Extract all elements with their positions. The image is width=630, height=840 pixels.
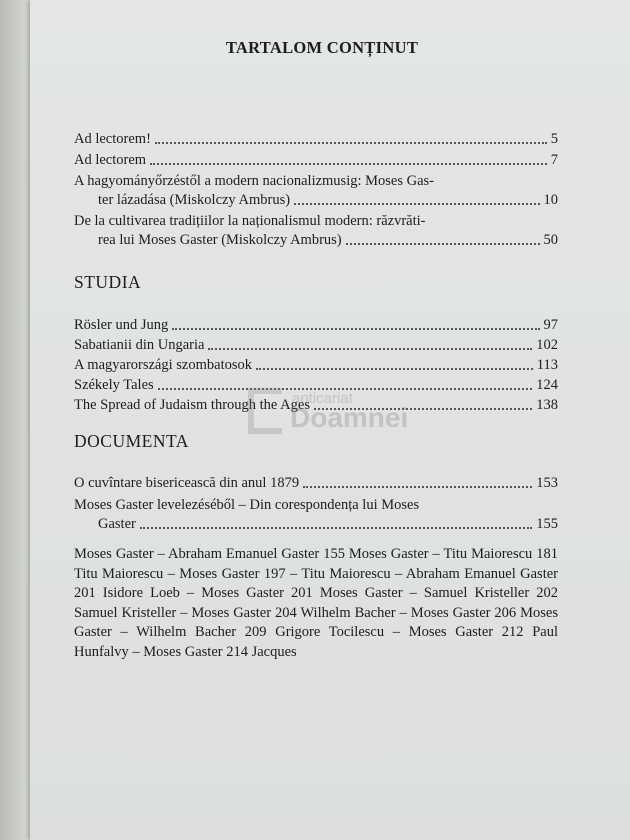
book-spine-shadow bbox=[0, 0, 30, 840]
dot-leader bbox=[140, 527, 532, 529]
dot-leader bbox=[172, 328, 539, 330]
section-heading-documenta: DOCUMENTA bbox=[74, 431, 189, 451]
dot-leader bbox=[208, 348, 532, 350]
dot-leader bbox=[303, 486, 532, 488]
toc-intro-list bbox=[74, 130, 558, 250]
correspondence-list: Moses Gaster – Abraham Emanuel Gaster 155 Moses Gaster – Titu Maiorescu 181 Titu Maiorescu – Moses Gaster 197 – Titu Maiorescu – Abraham Emanuel Gaster 201 Isidore Loeb – Moses Gaster 201 Moses Gaster – Samuel Kristeller 202 Samuel Kristeller – Moses Gaster 204 Wilhelm Bacher – Moses Gaster 206 Moses Gaster – Wilhelm Bacher 209 Grigore Tocilescu – Moses Gaster 212 Paul Hunfalvy – Moses Gaster 214 Jacques bbox=[74, 546, 558, 660]
toc-entry bbox=[74, 172, 558, 210]
toc-entry bbox=[74, 151, 558, 170]
toc-entry-title: Ad lectorem! bbox=[74, 131, 151, 147]
toc-entry-page: 97 bbox=[543, 317, 558, 333]
watermark-text-bottom: Doamnei bbox=[290, 402, 409, 433]
toc-entry bbox=[74, 336, 558, 355]
watermark-text-top: anticariat bbox=[292, 390, 353, 407]
toc-entry-title: Rösler und Jung bbox=[74, 317, 169, 333]
dot-leader bbox=[346, 243, 540, 245]
toc-entry-title: The Spread of Judaism through the Ages bbox=[74, 397, 310, 413]
section-heading-studia: STUDIA bbox=[74, 272, 142, 292]
dot-leader bbox=[256, 368, 533, 370]
toc-entry-page: 10 bbox=[543, 192, 558, 208]
page-title: TARTALOM CONȚINUT bbox=[225, 38, 419, 57]
toc-entry-page: 124 bbox=[536, 377, 558, 393]
toc-documenta-list bbox=[74, 474, 558, 534]
toc-entry-title-line2: rea lui Moses Gaster (Miskolczy Ambrus) bbox=[98, 232, 342, 248]
dot-leader bbox=[294, 203, 539, 205]
toc-entry-page: 153 bbox=[536, 475, 558, 491]
toc-entry-page: 7 bbox=[550, 152, 558, 168]
toc-entry-page: 155 bbox=[536, 516, 558, 532]
toc-entry-title: O cuvîntare bisericească din anul 1879 bbox=[74, 475, 300, 491]
toc-entry bbox=[74, 316, 558, 335]
toc-entry-page: 5 bbox=[550, 131, 558, 147]
toc-entry bbox=[74, 212, 558, 250]
toc-entry bbox=[74, 130, 558, 149]
toc-entry-title: Székely Tales bbox=[74, 377, 154, 393]
toc-entry-title-line1: Moses Gaster levelezéséből – Din corespondența lui Moses bbox=[74, 497, 420, 513]
toc-entry-title-line2: ter lázadása (Miskolczy Ambrus) bbox=[98, 192, 291, 208]
toc-entry-page: 113 bbox=[536, 357, 558, 373]
toc-entry-page: 138 bbox=[536, 397, 558, 413]
toc-entry-title-line2: Gaster bbox=[98, 516, 136, 532]
toc-entry bbox=[74, 474, 558, 493]
toc-entry-title: A magyarországi szombatosok bbox=[74, 357, 252, 373]
dot-leader bbox=[155, 142, 547, 144]
toc-entry-page: 102 bbox=[536, 337, 558, 353]
toc-entry-title-line1: A hagyományőrzéstől a modern nacionalizmusig: Moses Gas- bbox=[74, 173, 435, 189]
toc-entry-title: Ad lectorem bbox=[74, 152, 147, 168]
toc-entry-title: Sabatianii din Ungaria bbox=[74, 337, 205, 353]
toc-entry-page: 50 bbox=[543, 232, 558, 248]
toc-entry bbox=[74, 356, 558, 375]
toc-entry-title-line1: De la cultivarea tradițiilor la naționalismul modern: răzvrăti- bbox=[74, 213, 426, 229]
watermark-bracket-icon bbox=[248, 388, 282, 434]
dot-leader bbox=[150, 163, 547, 165]
toc-entry bbox=[74, 496, 558, 534]
